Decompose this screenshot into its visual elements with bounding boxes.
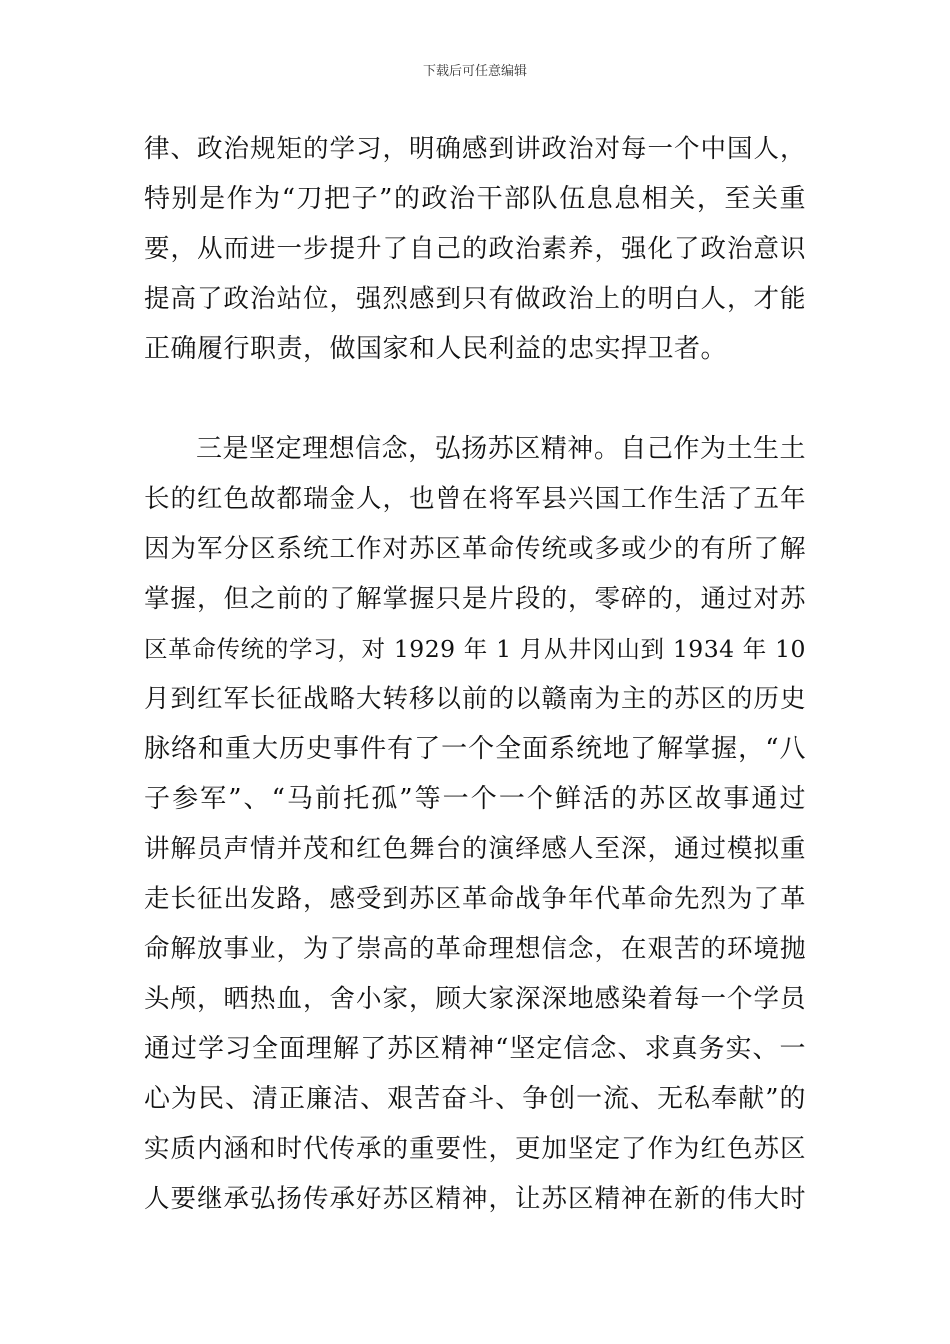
text-line: 子参军”、“马前托孤”等一个一个鲜活的苏区故事通过 [144, 784, 806, 814]
text-line: 通过学习全面理解了苏区精神“坚定信念、求真务实、一 [144, 1034, 806, 1064]
text-line: 掌握，但之前的了解掌握只是片段的，零碎的，通过对苏 [144, 584, 806, 614]
text-line: 走长征出发路，感受到苏区革命战争年代革命先烈为了革 [144, 884, 806, 914]
paragraph-political-awareness [144, 124, 806, 374]
text-line: 提高了政治站位，强烈感到只有做政治上的明白人，才能 [144, 284, 806, 314]
text-line: 命解放事业，为了崇高的革命理想信念，在艰苦的环境抛 [144, 934, 806, 964]
text-line: 律、政治规矩的学习，明确感到讲政治对每一个中国人， [144, 134, 806, 164]
text-line: 讲解员声情并茂和红色舞台的演绎感人至深，通过模拟重 [144, 834, 806, 864]
text-line: 正确履行职责，做国家和人民利益的忠实捍卫者。 [144, 334, 728, 364]
text-line: 特别是作为“刀把子”的政治干部队伍息息相关，至关重 [144, 184, 806, 214]
text-line: 区革命传统的学习，对 1929 年 1 月从井冈山到 1934 年 10 [144, 635, 806, 663]
text-line: 脉络和重大历史事件有了一个全面系统地了解掌握，“八 [144, 734, 806, 764]
text-line: 月到红军长征战略大转移以前的以赣南为主的苏区的历史 [144, 684, 806, 714]
text-line: 三是坚定理想信念，弘扬苏区精神。自己作为土生土 [196, 434, 806, 464]
text-line: 头颅，晒热血，舍小家，顾大家深深地感染着每一个学员 [144, 984, 806, 1014]
text-line: 心为民、清正廉洁、艰苦奋斗、争创一流、无私奉献”的 [144, 1084, 806, 1114]
text-line: 要，从而进一步提升了自己的政治素养，强化了政治意识 [144, 234, 806, 264]
text-line: 因为军分区系统工作对苏区革命传统或多或少的有所了解 [144, 534, 806, 564]
text-line: 实质内涵和时代传承的重要性，更加坚定了作为红色苏区 [144, 1134, 806, 1164]
text-line: 人要继承弘扬传承好苏区精神，让苏区精神在新的伟大时 [144, 1184, 806, 1214]
paragraph-soviet-spirit [144, 424, 806, 1224]
text-line: 长的红色故都瑞金人，也曾在将军县兴国工作生活了五年 [144, 484, 806, 514]
page-header: 下载后可任意编辑 [422, 64, 527, 79]
